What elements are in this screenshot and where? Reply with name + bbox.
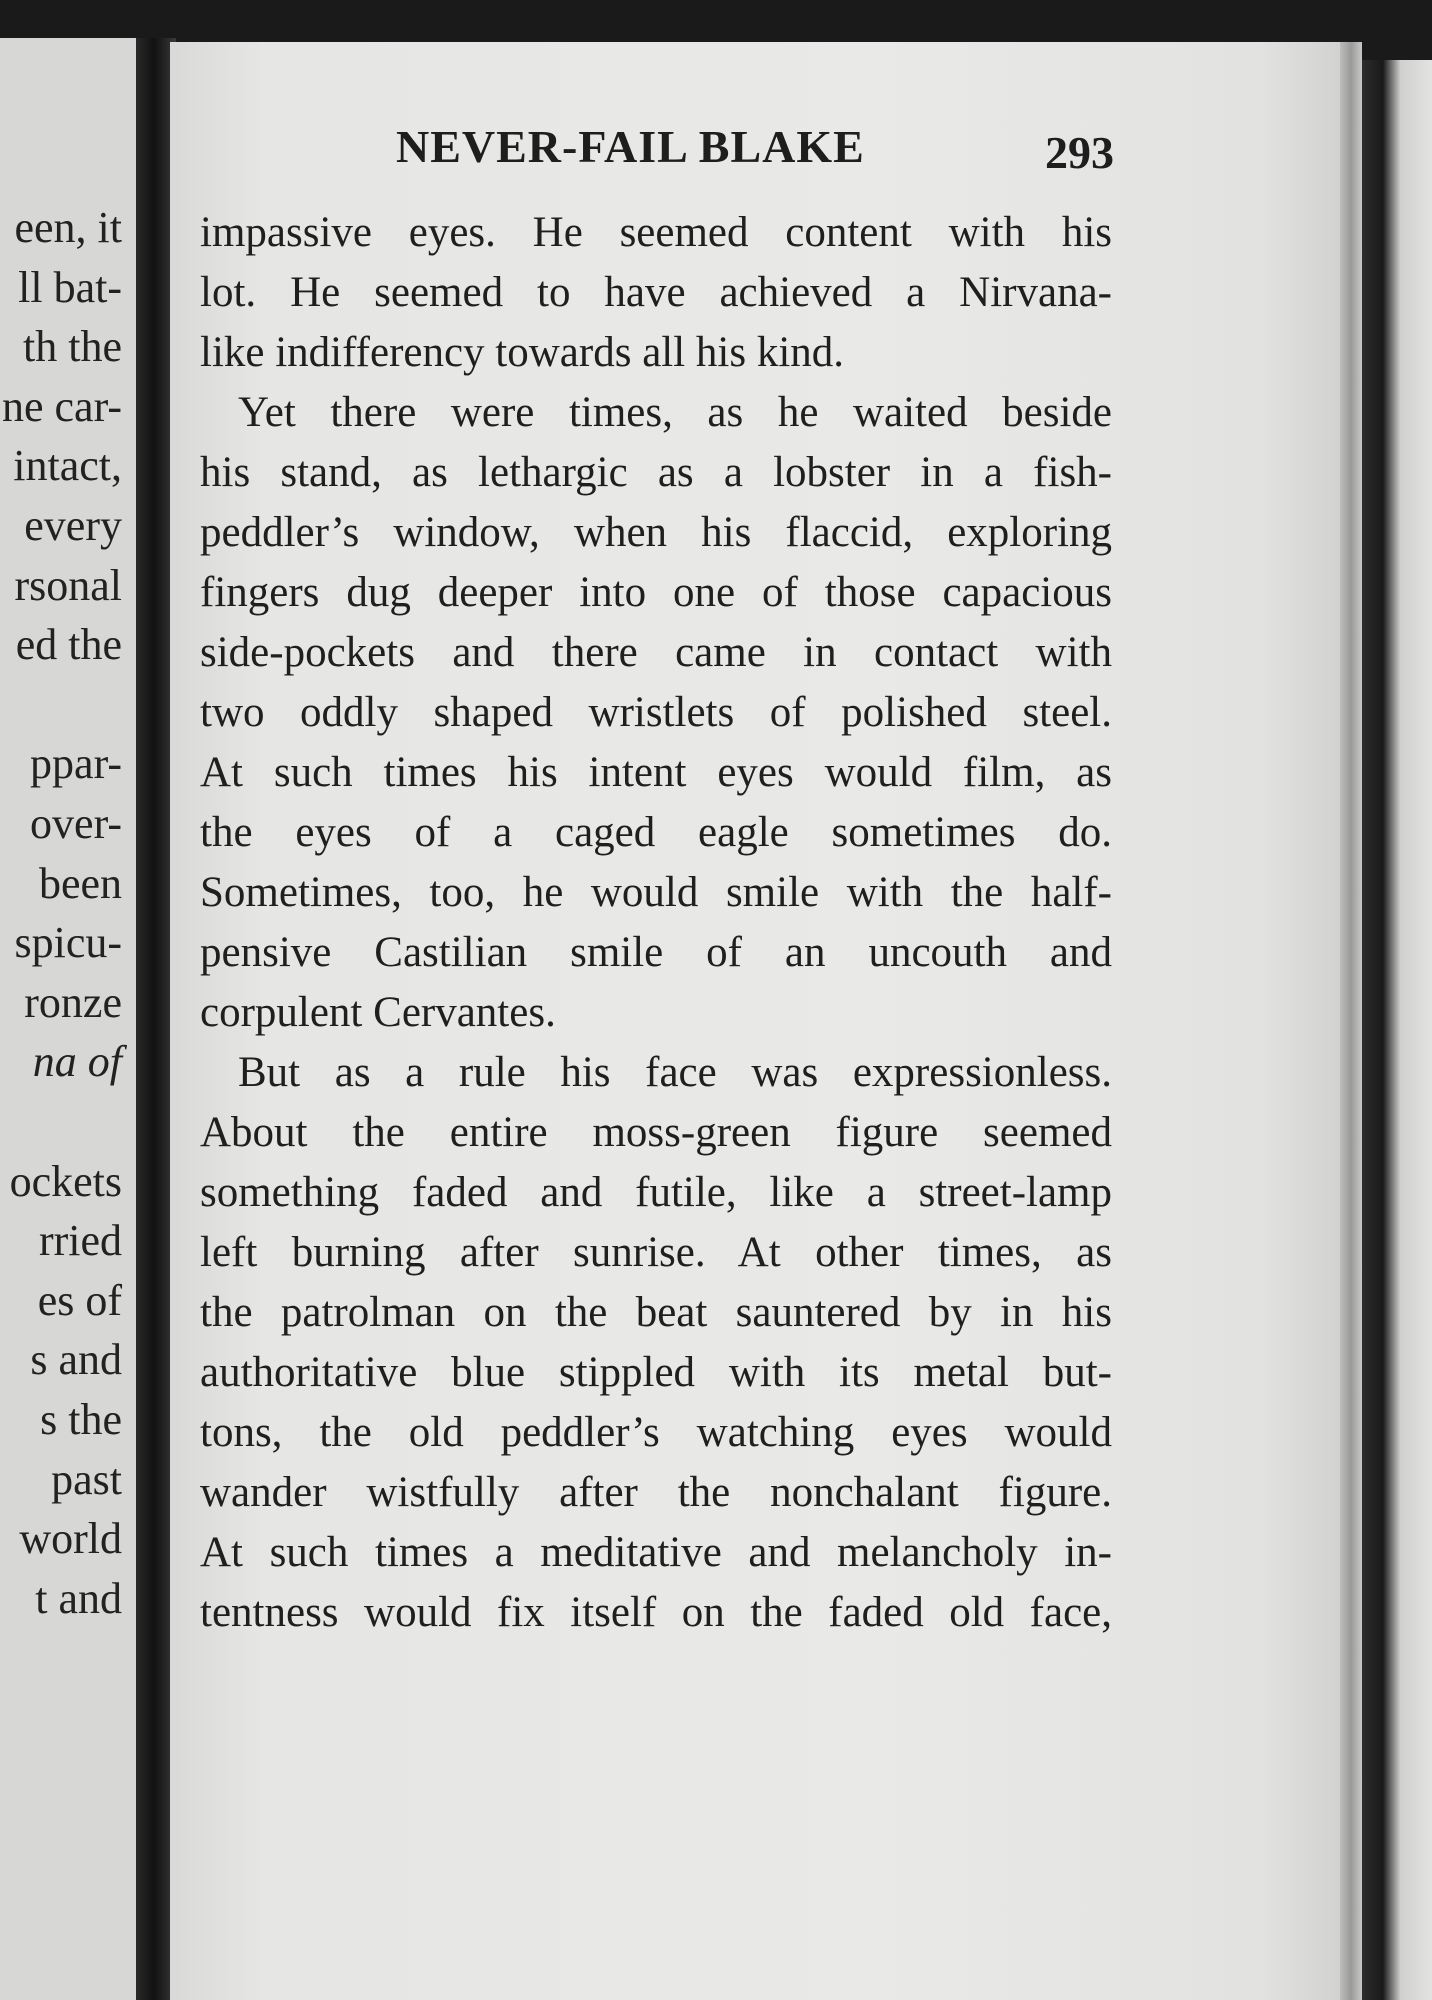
left-page-line: rried <box>38 1216 122 1266</box>
left-page-line: s the <box>40 1395 122 1444</box>
left-page-line: een, it <box>14 203 122 252</box>
text-line: his stand, as lethargic as a lobster in a fish- <box>200 449 1112 496</box>
left-page-line: th the <box>23 322 122 372</box>
text-line: the eyes of a caged eagle sometimes do. <box>200 809 1112 856</box>
left-page-fragment <box>0 38 140 2000</box>
text-line: authoritative blue stippled with its metal but- <box>200 1349 1112 1396</box>
text-line: the patrolman on the beat sauntered by in his <box>200 1289 1112 1336</box>
running-head: NEVER-FAIL BLAKE <box>396 121 865 172</box>
left-page-line: past <box>51 1454 122 1504</box>
text-line: At such times his intent eyes would film, as <box>200 749 1112 796</box>
left-page-line: ppar- <box>30 739 122 789</box>
left-page-line: been <box>38 858 122 908</box>
left-page-line: world <box>19 1514 122 1564</box>
left-page-line: t and <box>35 1573 122 1623</box>
left-page-line: ed the <box>15 620 122 670</box>
text-line: tentness would fix itself on the faded old face, <box>200 1589 1112 1636</box>
text-line: About the entire moss-green figure seemed <box>200 1109 1112 1156</box>
text-line: something faded and futile, like a street-lamp <box>200 1169 1112 1216</box>
page-edge <box>1340 42 1362 2000</box>
text-line: Yet there were times, as he waited beside <box>238 389 1112 436</box>
left-page-line: es of <box>37 1275 122 1325</box>
text-line: like indifferency towards all his kind. <box>200 329 845 376</box>
left-page-line: na of <box>32 1037 122 1087</box>
left-page-line: s and <box>30 1335 122 1385</box>
text-line: peddler’s window, when his flaccid, exploring <box>200 509 1112 556</box>
text-line: pensive Castilian smile of an uncouth and <box>200 929 1112 976</box>
text-line: two oddly shaped wristlets of polished steel. <box>200 689 1112 736</box>
text-line: Sometimes, too, he would smile with the half- <box>200 869 1112 916</box>
left-page-line: ne car- <box>1 381 122 431</box>
text-line: side-pockets and there came in contact with <box>200 629 1112 676</box>
text-line: wander wistfully after the nonchalant figure. <box>200 1469 1112 1516</box>
left-page-line: every <box>24 501 122 550</box>
left-page-line: over- <box>30 799 122 848</box>
text-line: At such times a meditative and melancholy in- <box>200 1529 1112 1576</box>
text-line: But as a rule his face was expressionless. <box>238 1049 1112 1096</box>
page-number: 293 <box>1045 127 1114 178</box>
text-line: fingers dug deeper into one of those capacious <box>200 569 1112 616</box>
text-line: impassive eyes. He seemed content with his <box>200 209 1112 256</box>
left-page-line: spicu- <box>14 918 122 968</box>
left-page-text <box>0 38 140 2000</box>
text-line: tons, the old peddler’s watching eyes would <box>200 1409 1112 1456</box>
left-page-line: rsonal <box>14 560 122 610</box>
next-page-edge <box>1362 60 1432 2000</box>
left-page-line: ronze <box>24 977 122 1027</box>
left-page-line: intact, <box>13 441 122 491</box>
text-line: corpulent Cervantes. <box>200 989 556 1036</box>
body-text <box>200 203 1112 1643</box>
left-page-line: ll bat- <box>18 262 122 312</box>
text-line: lot. He seemed to have achieved a Nirvana- <box>200 269 1112 316</box>
text-line: left burning after sunrise. At other times, as <box>200 1229 1112 1276</box>
left-page-line: ockets <box>9 1156 122 1206</box>
